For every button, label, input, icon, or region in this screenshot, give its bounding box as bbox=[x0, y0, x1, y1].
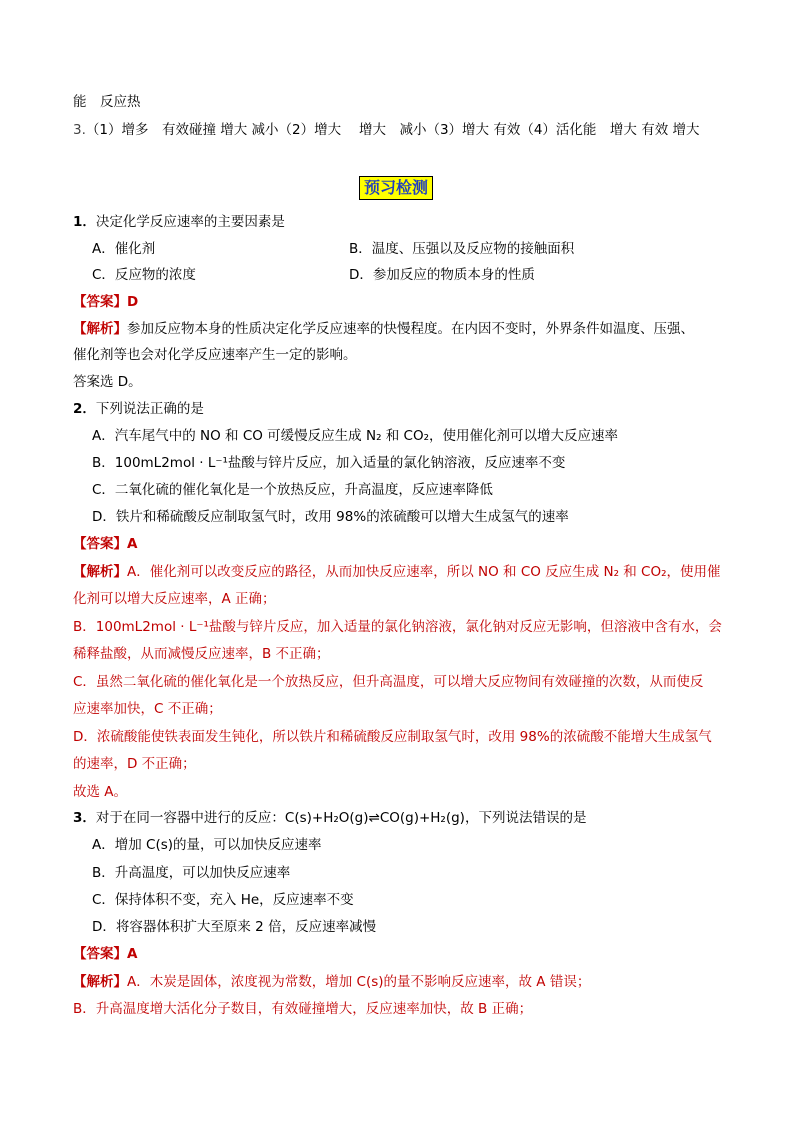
q1-analysis-line-2: 催化剂等也会对化学反应速率产生一定的影响。 bbox=[73, 347, 357, 363]
q3-option-b: B．升高温度，可以加快反应速率 bbox=[92, 865, 291, 881]
q2-stem bbox=[73, 399, 204, 419]
analysis-tag: 【解析】 bbox=[73, 974, 127, 990]
q1-answer bbox=[73, 292, 138, 312]
q2-analysis-d-2: 的速率，D 不正确； bbox=[73, 756, 196, 772]
q1-option-c: C．反应物的浓度 bbox=[92, 267, 196, 283]
analysis-text: A．木炭是固体，浓度视为常数，增加 C(s)的量不影响反应速率，故 A 错误； bbox=[127, 974, 591, 990]
q1-stem-text: 决定化学反应速率的主要因素是 bbox=[95, 214, 285, 230]
q1-analysis-line-1 bbox=[73, 319, 694, 339]
answer-value: D bbox=[127, 294, 139, 310]
prev-answer-text: （1）增多 有效碰撞 增大 减小（2）增大 增大 减小（3）增大 有效（4）活化能 增大 有效 增大 bbox=[85, 122, 700, 138]
prev-answer-line-1: 能 反应热 bbox=[73, 94, 141, 110]
q2-stem-text: 下列说法正确的是 bbox=[95, 401, 204, 417]
item-number: 3. bbox=[73, 122, 86, 138]
q1-option-b: B．温度、压强以及反应物的接触面积 bbox=[349, 241, 575, 257]
q3-answer bbox=[73, 944, 137, 964]
q3-option-a: A．增加 C(s)的量，可以加快反应速率 bbox=[92, 837, 322, 853]
q3-number: 3． bbox=[73, 810, 96, 826]
answer-value: A bbox=[127, 946, 138, 962]
q3-option-c: C．保持体积不变，充入 He，反应速率不变 bbox=[92, 892, 354, 908]
q1-conclusion: 答案选 D。 bbox=[73, 374, 142, 390]
q2-analysis-d-1: D．浓硫酸能使铁表面发生钝化，所以铁片和稀硫酸反应制取氢气时，改用 98%的浓硫酸不能增大生成氢气 bbox=[73, 729, 712, 745]
q2-analysis-b-2: 稀释盐酸，从而减慢反应速率，B 不正确； bbox=[73, 646, 330, 662]
q1-option-a: A．催化剂 bbox=[92, 241, 156, 257]
answer-tag: 【答案】 bbox=[73, 946, 127, 962]
q1-option-d: D．参加反应的物质本身的性质 bbox=[349, 267, 535, 283]
q2-analysis-a-1 bbox=[73, 562, 721, 582]
q2-analysis-c-1: C．虽然二氧化硫的催化氧化是一个放热反应，但升高温度，可以增大反应物间有效碰撞的次数，从而使反 bbox=[73, 674, 704, 690]
q2-analysis-c-2: 应速率加快，C 不正确； bbox=[73, 701, 222, 717]
q2-number: 2． bbox=[73, 401, 96, 417]
section-title: 预习检测 bbox=[359, 176, 433, 200]
q1-stem bbox=[73, 212, 285, 232]
answer-tag: 【答案】 bbox=[73, 294, 127, 310]
q3-option-d: D．将容器体积扩大至原来 2 倍，反应速率减慢 bbox=[92, 919, 377, 935]
q2-option-d: D．铁片和稀硫酸反应制取氢气时，改用 98%的浓硫酸可以增大生成氢气的速率 bbox=[92, 509, 569, 525]
q2-conclusion: 故选 A。 bbox=[73, 784, 128, 800]
q3-analysis-b: B．升高温度增大活化分子数目，有效碰撞增大，反应速率加快，故 B 正确； bbox=[73, 1001, 533, 1017]
q3-stem-text: 对于在同一容器中进行的反应：C(s)+H₂O(g)⇌CO(g)+H₂(g)，下列说法错误的是 bbox=[95, 810, 587, 826]
analysis-text: A．催化剂可以改变反应的路径，从而加快反应速率，所以 NO 和 CO 反应生成 N₂ 和 CO₂，使用催 bbox=[127, 564, 721, 580]
analysis-tag: 【解析】 bbox=[73, 564, 127, 580]
q2-option-c: C．二氧化硫的催化氧化是一个放热反应，升高温度，反应速率降低 bbox=[92, 482, 493, 498]
q2-analysis-a-2: 化剂可以增大反应速率，A 正确； bbox=[73, 591, 276, 607]
analysis-tag: 【解析】 bbox=[73, 321, 127, 337]
q2-analysis-b-1: B．100mL2mol · L⁻¹盐酸与锌片反应，加入适量的氯化钠溶液，氯化钠对反应无影响，但溶液中含有水，会 bbox=[73, 619, 722, 635]
q3-stem bbox=[73, 808, 586, 828]
q2-option-b: B．100mL2mol · L⁻¹盐酸与锌片反应，加入适量的氯化钠溶液，反应速率不变 bbox=[92, 455, 566, 471]
analysis-text: 参加反应物本身的性质决定化学反应速率的快慢程度。在内因不变时，外界条件如温度、压强、 bbox=[127, 321, 694, 337]
answer-value: A bbox=[127, 536, 138, 552]
q3-analysis-a bbox=[73, 972, 590, 992]
answer-tag: 【答案】 bbox=[73, 536, 127, 552]
q1-number: 1． bbox=[73, 214, 96, 230]
q2-answer bbox=[73, 534, 137, 554]
prev-answer-line-2 bbox=[73, 120, 700, 140]
q2-option-a: A．汽车尾气中的 NO 和 CO 可缓慢反应生成 N₂ 和 CO₂，使用催化剂可以增大反应速率 bbox=[92, 428, 619, 444]
